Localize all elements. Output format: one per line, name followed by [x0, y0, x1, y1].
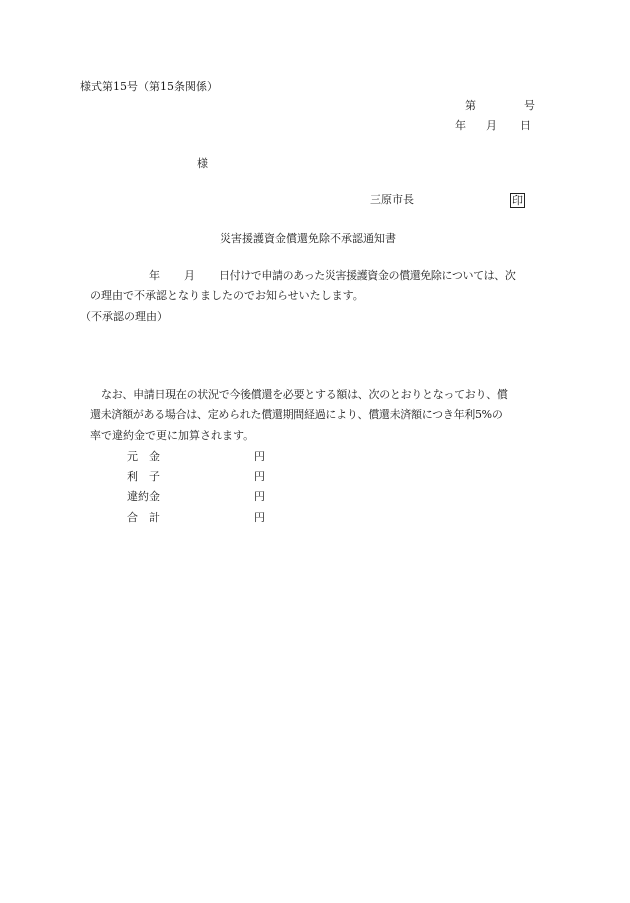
amount-label-penalty: 違約金 — [127, 490, 160, 503]
amount-unit-total: 円 — [254, 511, 265, 524]
seal-label: 印 — [512, 194, 523, 207]
document-title: 災害援護資金償還免除不承認通知書 — [220, 232, 396, 245]
amount-label-total: 合 計 — [127, 511, 160, 524]
issuer-title: 三原市長 — [370, 193, 414, 206]
notice-line-1: なお、申請日現在の状況で今後償還を必要とする額は、次のとおりとなっており、償 — [101, 388, 508, 401]
doc-number-prefix: 第 — [465, 99, 476, 112]
amount-label-interest: 利 子 — [127, 470, 160, 483]
body-year: 年 — [149, 269, 160, 282]
notice-line-2: 還未済額がある場合は、定められた償還期間経過により、償還未済額につき年利5%の — [90, 408, 503, 421]
addressee-suffix: 様 — [197, 157, 208, 170]
date-month: 月 — [486, 119, 497, 132]
amount-unit-interest: 円 — [254, 470, 265, 483]
date-year: 年 — [455, 119, 466, 132]
amount-label-principal: 元 金 — [127, 450, 160, 463]
form-header: 様式第15号（第15条関係） — [80, 80, 218, 93]
notice-line-3: 率で違約金で更に加算されます。 — [90, 429, 255, 442]
amount-unit-principal: 円 — [254, 450, 265, 463]
doc-number-suffix: 号 — [524, 99, 535, 112]
body-line-1: 日付けで申請のあった災害援護資金の償還免除については、次 — [219, 269, 516, 282]
reason-heading: （不承認の理由） — [80, 310, 168, 323]
date-day: 日 — [520, 119, 531, 132]
body-line-2: の理由で不承認となりましたのでお知らせいたします。 — [90, 289, 364, 302]
amount-unit-penalty: 円 — [254, 490, 265, 503]
body-month: 月 — [184, 269, 195, 282]
seal-mark — [510, 193, 525, 208]
